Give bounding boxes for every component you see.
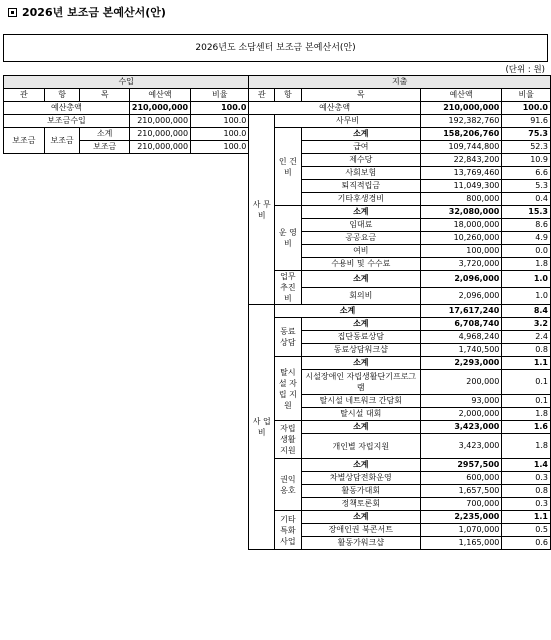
expense-mok: 소계 <box>301 421 420 434</box>
expense-amount: 2,235,000 <box>420 511 501 524</box>
expense-mok: 소계 <box>301 318 420 331</box>
expense-mok: 시설장애인 자립생활단기프로그램 <box>301 370 420 395</box>
income-total-label: 예산총액 <box>4 102 130 115</box>
expense-amount: 93,000 <box>420 395 501 408</box>
expense-mok: 회의비 <box>301 288 420 305</box>
expense-ratio: 6.6 <box>502 167 551 180</box>
table-row <box>4 115 551 128</box>
table-row <box>4 128 551 141</box>
expense-mok: 급여 <box>301 141 420 154</box>
column-header: 목 <box>80 89 129 102</box>
income-ratio: 100.0 <box>191 141 249 154</box>
expense-amount: 10,260,000 <box>420 232 501 245</box>
expense-amount: 18,000,000 <box>420 219 501 232</box>
expense-ratio: 0.8 <box>502 344 551 357</box>
expense-mok: 수용비 및 수수료 <box>301 258 420 271</box>
expense-header: 지출 <box>249 76 551 89</box>
expense-ratio: 2.4 <box>502 331 551 344</box>
expense-gwan: 사 무 비 <box>249 115 275 305</box>
expense-ratio: 1.8 <box>502 258 551 271</box>
expense-ratio: 0.4 <box>502 193 551 206</box>
blank-area <box>4 154 249 550</box>
column-header: 예산액 <box>420 89 501 102</box>
expense-ratio: 1.0 <box>502 271 551 288</box>
expense-amount: 158,206,760 <box>420 128 501 141</box>
column-header: 항 <box>275 89 302 102</box>
expense-ratio: 10.9 <box>502 154 551 167</box>
column-header: 항 <box>44 89 80 102</box>
expense-ratio: 15.3 <box>502 206 551 219</box>
expense-amount: 200,000 <box>420 370 501 395</box>
expense-gwan: 사 업 비 <box>249 305 275 550</box>
column-header: 관 <box>4 89 45 102</box>
expense-ratio: 52.3 <box>502 141 551 154</box>
expense-amount: 17,617,240 <box>420 305 501 318</box>
expense-amount: 3,423,000 <box>420 434 501 459</box>
expense-hang: 업무 추진비 <box>275 271 302 305</box>
expense-amount: 192,382,760 <box>420 115 501 128</box>
expense-ratio: 0.0 <box>502 245 551 258</box>
column-header: 예산액 <box>129 89 190 102</box>
expense-ratio: 0.1 <box>502 395 551 408</box>
income-mok: 소계 <box>80 128 129 141</box>
income-amount: 210,000,000 <box>129 128 190 141</box>
square-bullet-icon <box>8 8 17 17</box>
expense-amount: 2,000,000 <box>420 408 501 421</box>
expense-ratio: 75.3 <box>502 128 551 141</box>
expense-ratio: 1.4 <box>502 459 551 472</box>
expense-mok: 소계 <box>301 511 420 524</box>
expense-mok: 활동가대회 <box>301 485 420 498</box>
expense-mok: 집단동료상담 <box>301 331 420 344</box>
expense-amount: 13,769,460 <box>420 167 501 180</box>
expense-ratio: 91.6 <box>502 115 551 128</box>
expense-ratio: 1.1 <box>502 357 551 370</box>
expense-amount: 100,000 <box>420 245 501 258</box>
expense-mok: 개인별 자립지원 <box>301 434 420 459</box>
expense-ratio: 100.0 <box>502 102 551 115</box>
expense-mok: 장애인권 북콘서트 <box>301 524 420 537</box>
doc-header: 2026년도 소담센터 보조금 본예산서(안) <box>3 34 548 62</box>
expense-hang: 운 영 비 <box>275 206 302 271</box>
income-header: 수입 <box>4 76 249 89</box>
expense-mok: 기타후생경비 <box>301 193 420 206</box>
expense-mok: 동료상담워크샵 <box>301 344 420 357</box>
expense-ratio: 1.0 <box>502 288 551 305</box>
expense-amount: 22,843,200 <box>420 154 501 167</box>
expense-amount: 109,744,800 <box>420 141 501 154</box>
column-header-row <box>4 89 551 102</box>
expense-ratio: 8.4 <box>502 305 551 318</box>
expense-mok: 공공요금 <box>301 232 420 245</box>
expense-mok: 퇴직적립금 <box>301 180 420 193</box>
expense-ratio: 0.6 <box>502 537 551 550</box>
expense-amount: 4,968,240 <box>420 331 501 344</box>
income-amount: 210,000,000 <box>129 115 190 128</box>
expense-hang: 동료 상담 <box>275 318 302 357</box>
expense-mok: 소계 <box>275 305 421 318</box>
expense-mok: 탈시설 네트워크 간담회 <box>301 395 420 408</box>
expense-amount: 1,070,000 <box>420 524 501 537</box>
expense-mok: 소계 <box>301 357 420 370</box>
expense-hang: 탈시설 자립 지원 <box>275 357 302 421</box>
table-row <box>4 102 551 115</box>
budget-table <box>3 75 551 550</box>
unit-label: (단위 : 원) <box>505 65 545 75</box>
admin-label: 사무비 <box>275 115 421 128</box>
expense-amount: 3,720,000 <box>420 258 501 271</box>
expense-amount: 800,000 <box>420 193 501 206</box>
income-mok: 보조금 <box>80 141 129 154</box>
expense-total-label: 예산총액 <box>249 102 421 115</box>
expense-mok: 차별상담전화운영 <box>301 472 420 485</box>
income-amount: 210,000,000 <box>129 141 190 154</box>
document-title: 2026년 보조금 본예산서(안) <box>8 4 166 20</box>
expense-mok: 소계 <box>301 459 420 472</box>
expense-amount: 1,657,500 <box>420 485 501 498</box>
expense-amount: 3,423,000 <box>420 421 501 434</box>
expense-amount: 600,000 <box>420 472 501 485</box>
expense-amount: 2957,500 <box>420 459 501 472</box>
expense-hang: 자립 생활 지원 <box>275 421 302 459</box>
expense-hang: 권익 옹호 <box>275 459 302 511</box>
income-ratio: 100.0 <box>191 115 249 128</box>
expense-amount: 11,049,300 <box>420 180 501 193</box>
expense-mok: 탈시설 대회 <box>301 408 420 421</box>
section-header-row <box>4 76 551 89</box>
expense-amount: 2,096,000 <box>420 271 501 288</box>
column-header: 목 <box>301 89 420 102</box>
expense-amount: 210,000,000 <box>420 102 501 115</box>
expense-mok: 사회보험 <box>301 167 420 180</box>
expense-hang: 인 건 비 <box>275 128 302 206</box>
expense-mok: 소계 <box>301 271 420 288</box>
income-sub-label: 보조금수입 <box>4 115 130 128</box>
expense-mok: 제수당 <box>301 154 420 167</box>
expense-amount: 2,096,000 <box>420 288 501 305</box>
expense-ratio: 0.3 <box>502 472 551 485</box>
expense-amount: 700,000 <box>420 498 501 511</box>
expense-ratio: 3.2 <box>502 318 551 331</box>
expense-ratio: 0.8 <box>502 485 551 498</box>
expense-ratio: 1.1 <box>502 511 551 524</box>
expense-amount: 6,708,740 <box>420 318 501 331</box>
column-header: 관 <box>249 89 275 102</box>
expense-amount: 32,080,000 <box>420 206 501 219</box>
expense-amount: 1,740,500 <box>420 344 501 357</box>
income-amount: 210,000,000 <box>129 102 190 115</box>
expense-mok: 정책토론회 <box>301 498 420 511</box>
income-ratio: 100.0 <box>191 102 249 115</box>
expense-mok: 소계 <box>301 206 420 219</box>
expense-ratio: 1.8 <box>502 434 551 459</box>
income-ratio: 100.0 <box>191 128 249 141</box>
expense-mok: 소계 <box>301 128 420 141</box>
expense-ratio: 4.9 <box>502 232 551 245</box>
expense-ratio: 1.8 <box>502 408 551 421</box>
expense-ratio: 1.6 <box>502 421 551 434</box>
expense-ratio: 0.5 <box>502 524 551 537</box>
expense-ratio: 0.3 <box>502 498 551 511</box>
column-header: 비율 <box>502 89 551 102</box>
expense-ratio: 5.3 <box>502 180 551 193</box>
expense-mok: 활동가워크샵 <box>301 537 420 550</box>
income-gwan: 보조금 <box>4 128 45 154</box>
expense-amount: 2,293,000 <box>420 357 501 370</box>
expense-amount: 1,165,000 <box>420 537 501 550</box>
expense-ratio: 0.1 <box>502 370 551 395</box>
income-hang: 보조금 <box>44 128 80 154</box>
expense-hang: 기타 특화 사업 <box>275 511 302 550</box>
expense-mok: 임대료 <box>301 219 420 232</box>
expense-ratio: 8.6 <box>502 219 551 232</box>
expense-mok: 여비 <box>301 245 420 258</box>
column-header: 비율 <box>191 89 249 102</box>
